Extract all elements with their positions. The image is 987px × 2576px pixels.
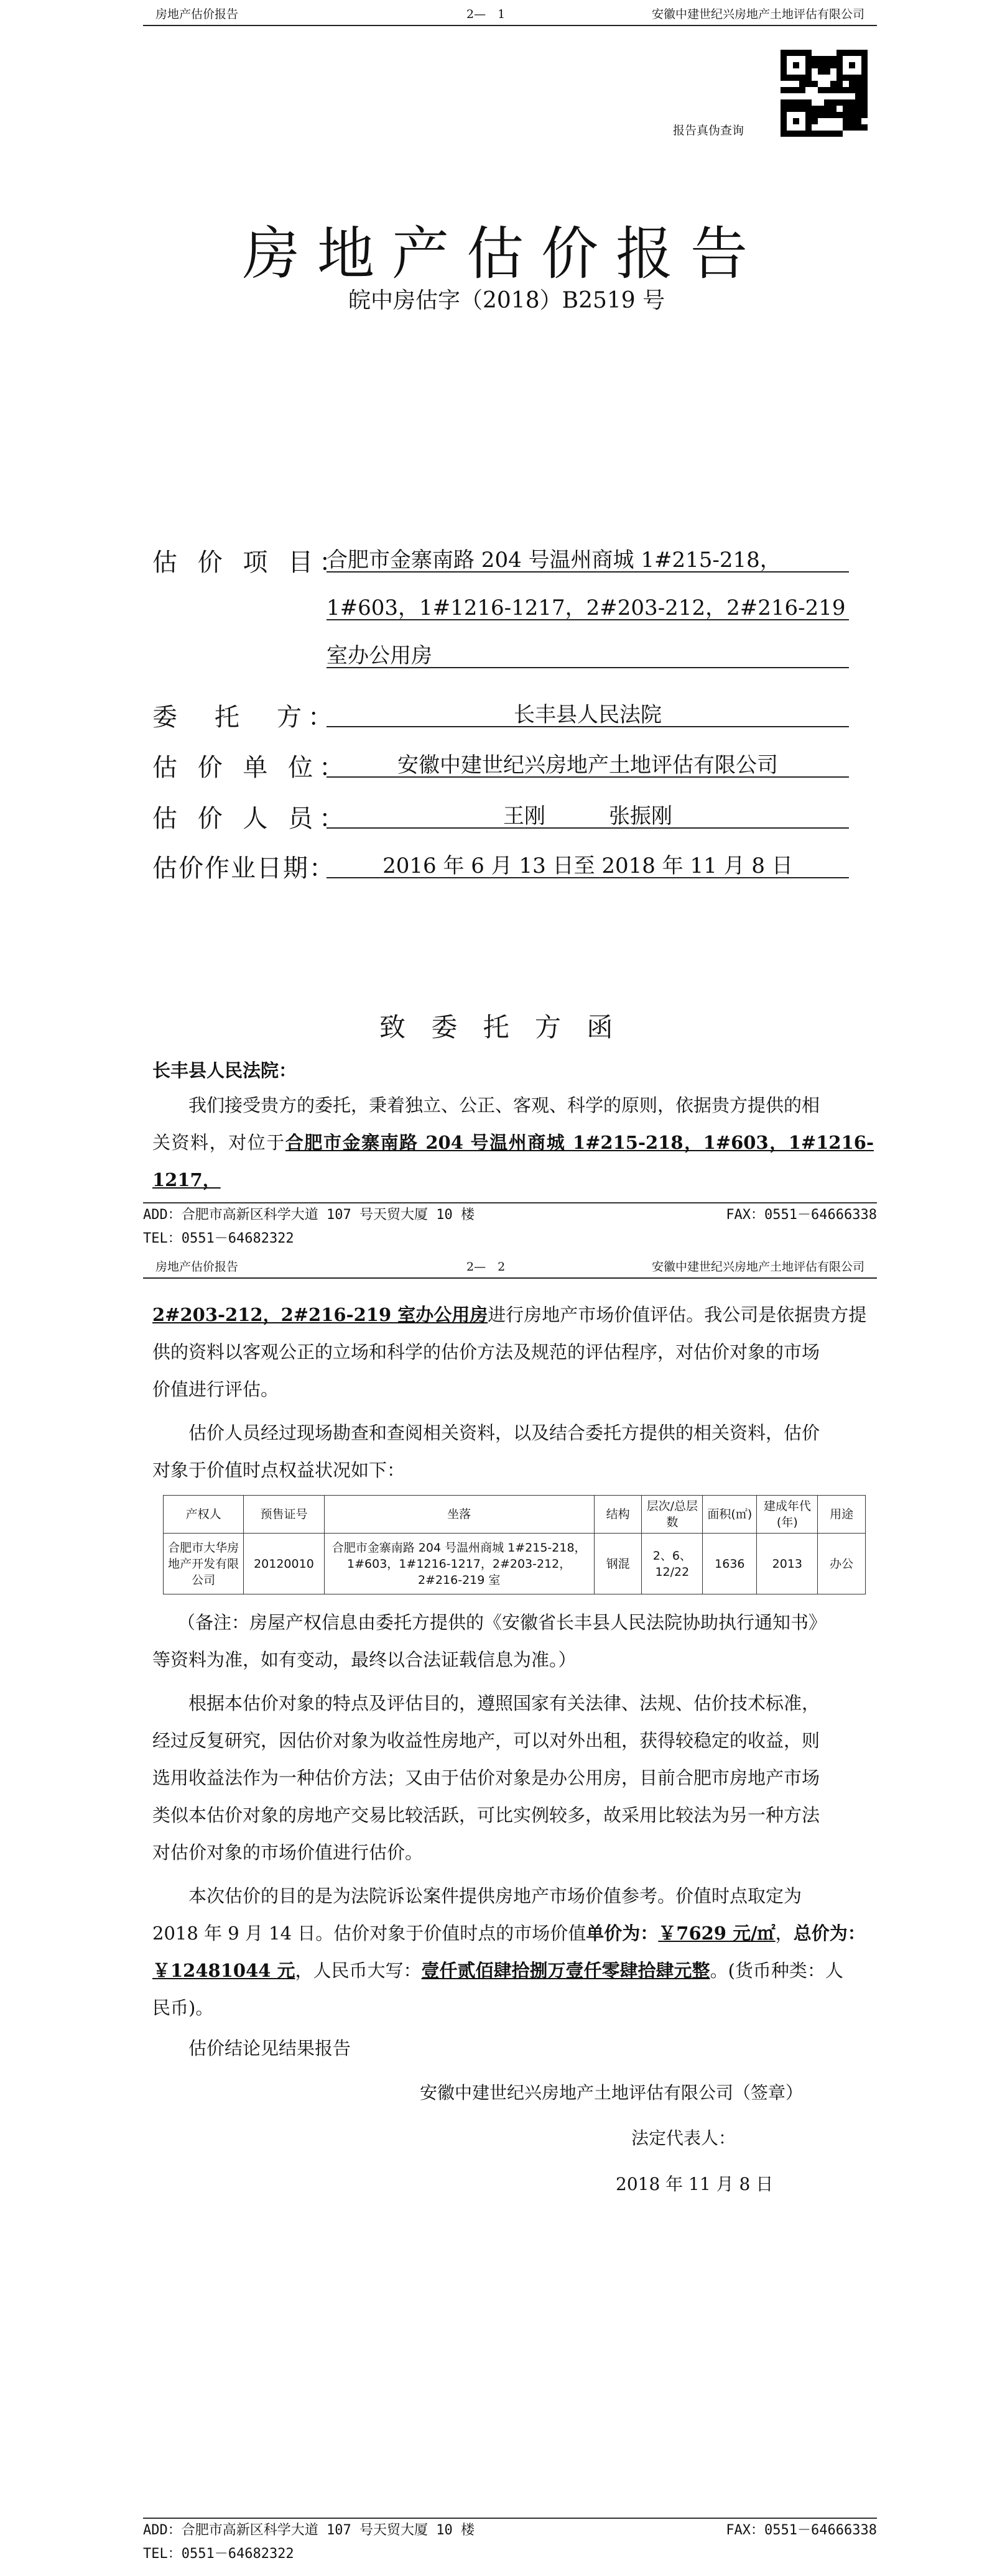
page1-header — [143, 0, 877, 26]
table-cell-owner: 合肥市大华房地产开发有限公司 — [164, 1534, 244, 1594]
table-note-line-2: 等资料为准，如有变动，最终以合法证载信息为准。） — [152, 1649, 577, 1670]
para-text: ，人民币大写： — [295, 1960, 422, 1981]
header-doc-title: 房地产估价报告 — [155, 7, 239, 21]
header-page-number: 2— 2 — [466, 1260, 506, 1274]
table-cell-year: 2013 — [757, 1534, 818, 1594]
table-cell-area: 1636 — [703, 1534, 757, 1594]
date-label: 估价作业日期： — [152, 854, 335, 883]
header-page-number: 2— 1 — [466, 7, 506, 21]
signature-company: 安徽中建世纪兴房地产土地评估有限公司（签章） — [420, 2082, 804, 2103]
page2-para-2 — [152, 1414, 874, 1489]
qr-caption: 报告真伪查询 — [673, 124, 744, 137]
rights-table — [163, 1495, 866, 1594]
table-cell-permit: 20120010 — [244, 1534, 324, 1594]
footer-address-text: ADD：合肥市高新区科学大道 107 号天贸大厦 10 楼 — [143, 1207, 475, 1223]
table-header-cell: 面积(㎡) — [703, 1496, 757, 1534]
page2-footer — [143, 2518, 877, 2566]
qr-code-icon[interactable] — [781, 50, 868, 137]
footer-fax: FAX：0551－64666338 — [726, 1207, 877, 1223]
unit-label: 估 价 单 位： — [152, 753, 351, 782]
page2-para-3-line: 经过反复研究，因估价对象为收益性房地产，可以对外出租，获得较稳定的收益，则 — [152, 1730, 820, 1751]
table-header-cell: 结构 — [594, 1496, 642, 1534]
table-header-cell: 用途 — [818, 1496, 866, 1534]
table-note — [152, 1604, 874, 1678]
footer-address — [143, 2519, 877, 2542]
table-header-cell: 预售证号 — [244, 1496, 324, 1534]
page2-para-2-line-1: 估价人员经过现场勘查和查阅相关资料，以及结合委托方提供的相关资料，估价 — [188, 1422, 820, 1443]
page2-para-1 — [152, 1296, 874, 1408]
page1-footer — [143, 1202, 877, 1251]
table-header-row — [164, 1496, 866, 1534]
footer-tel: TEL：0551－64682322 — [143, 1231, 294, 1246]
page2-para-1-line-3: 价值进行评估。 — [152, 1379, 279, 1400]
page2-para-4 — [152, 1877, 874, 2026]
client-value: 长丰县人民法院 — [327, 697, 849, 727]
signature-rep: 法定代表人： — [631, 2128, 736, 2148]
letter-para-1 — [152, 1087, 874, 1198]
unit-value: 安徽中建世纪兴房地产土地评估有限公司 — [327, 748, 849, 778]
property-address-cont: 2#203-212，2#216-219 室办公用房 — [152, 1304, 488, 1325]
para-plain: 关资料，对位于 — [152, 1132, 285, 1153]
table-cell-use: 办公 — [818, 1534, 866, 1594]
page2-para-4-line-1: 本次估价的目的是为法院诉讼案件提供房地产市场价值参考。价值时点取定为 — [188, 1885, 802, 1907]
report-number: 皖中房估字（2018）B2519 号 — [348, 288, 665, 313]
footer-address — [143, 1203, 877, 1227]
page2-para-4-line-3 — [152, 1952, 874, 1989]
header-company: 安徽中建世纪兴房地产土地评估有限公司 — [651, 7, 864, 21]
table-header-cell: 坐落 — [324, 1496, 594, 1534]
table-cell-structure: 钢混 — [594, 1534, 642, 1594]
table-cell-location: 合肥市金寨南路 204 号温州商城 1#215-218，1#603，1#1216-1217，2#203-212，2#216-219 室 — [324, 1534, 594, 1594]
page2-para-3-line: 选用收益法作为一种估价方法；又由于估价对象是办公用房，目前合肥市房地产市场 — [152, 1767, 820, 1788]
footer-fax: FAX：0551－64666338 — [726, 2523, 877, 2538]
table-cell-floors: 2、6、12/22 — [642, 1534, 703, 1594]
para-text: ， — [775, 1923, 794, 1944]
page2-para-3-line: 对估价对象的市场价值进行估价。 — [152, 1842, 424, 1863]
project-label: 估 价 项 目： — [152, 548, 351, 577]
page2-para-3 — [152, 1685, 874, 1871]
page2-para-5: 估价结论见结果报告 — [188, 2038, 351, 2059]
page2-para-2-line-2: 对象于价值时点权益状况如下： — [152, 1460, 405, 1481]
table-header-cell: 产权人 — [164, 1496, 244, 1534]
header-company: 安徽中建世纪兴房地产土地评估有限公司 — [651, 1260, 864, 1274]
footer-tel: TEL：0551－64682322 — [143, 2546, 294, 2562]
table-row — [164, 1534, 866, 1594]
table-header-cell: 层次/总层数 — [642, 1496, 703, 1534]
project-line-3: 室办公用房 — [327, 638, 849, 668]
table-header-cell: 建成年代(年) — [757, 1496, 818, 1534]
page2-para-4-line-4: 民币)。 — [152, 1997, 214, 2018]
staff-value: 王刚 张振刚 — [327, 799, 849, 829]
project-line-2: 1#603，1#1216-1217，2#203-212，2#216-219 — [327, 591, 849, 620]
salutation: 长丰县人民法院： — [152, 1060, 297, 1081]
letter-para-1-line-2 — [152, 1124, 874, 1198]
page2-para-1-line-2: 供的资料以客观公正的立场和科学的估价方法及规范的评估程序，对估价对象的市场 — [152, 1341, 820, 1363]
table-note-line-1: （备注：房屋产权信息由委托方提供的《安徽省长丰县人民法院协助执行通知书》 — [177, 1612, 827, 1633]
staff-label: 估 价 人 员： — [152, 804, 351, 833]
letter-para-1-line-1: 我们接受贵方的委托，秉着独立、公正、客观、科学的原则，依据贵方提供的相 — [188, 1095, 820, 1116]
page2-para-3-line: 类似本估价对象的房地产交易比较活跃，可比实例较多，故采用比较法为另一种方法 — [152, 1805, 820, 1826]
page2-para-1-line-1 — [152, 1296, 874, 1333]
date-value: 2016 年 6 月 13 日至 2018 年 11 月 8 日 — [327, 849, 849, 878]
total-price-value: ￥12481044 元 — [152, 1960, 295, 1981]
project-line-1: 合肥市金寨南路 204 号温州商城 1#215-218， — [327, 543, 849, 573]
unit-price-label: 单价为： — [586, 1923, 659, 1944]
page2-para-3-line: 根据本估价对象的特点及评估目的，遵照国家有关法律、法规、估价技术标准， — [188, 1693, 820, 1714]
header-doc-title: 房地产估价报告 — [155, 1260, 239, 1274]
para-text: 进行房地产市场价值评估。我公司是依据贵方提 — [488, 1304, 867, 1325]
total-price-words: 壹仟贰佰肆拾捌万壹仟零肆拾肆元整 — [421, 1960, 710, 1981]
unit-price-value: ￥7629 元/㎡ — [658, 1923, 776, 1944]
client-label: 委 托 方： — [152, 703, 339, 732]
report-title: 房地产估价报告 — [243, 221, 766, 287]
footer-address-text: ADD：合肥市高新区科学大道 107 号天贸大厦 10 楼 — [143, 2523, 475, 2538]
para-text: 。(货币种类：人 — [710, 1960, 843, 1981]
para-text: 2018 年 9 月 14 日。估价对象于价值时点的市场价值 — [152, 1923, 586, 1944]
page2-header — [143, 1253, 877, 1279]
property-address: 合肥市金寨南路 204 号温州商城 1#215-218，1#603，1#1216-1217， — [152, 1132, 874, 1190]
page2-para-4-line-2 — [152, 1915, 874, 1952]
letter-title: 致 委 托 方 函 — [379, 1012, 622, 1042]
signature-date: 2018 年 11 月 8 日 — [616, 2174, 774, 2194]
total-price-label: 总价为： — [793, 1923, 866, 1944]
